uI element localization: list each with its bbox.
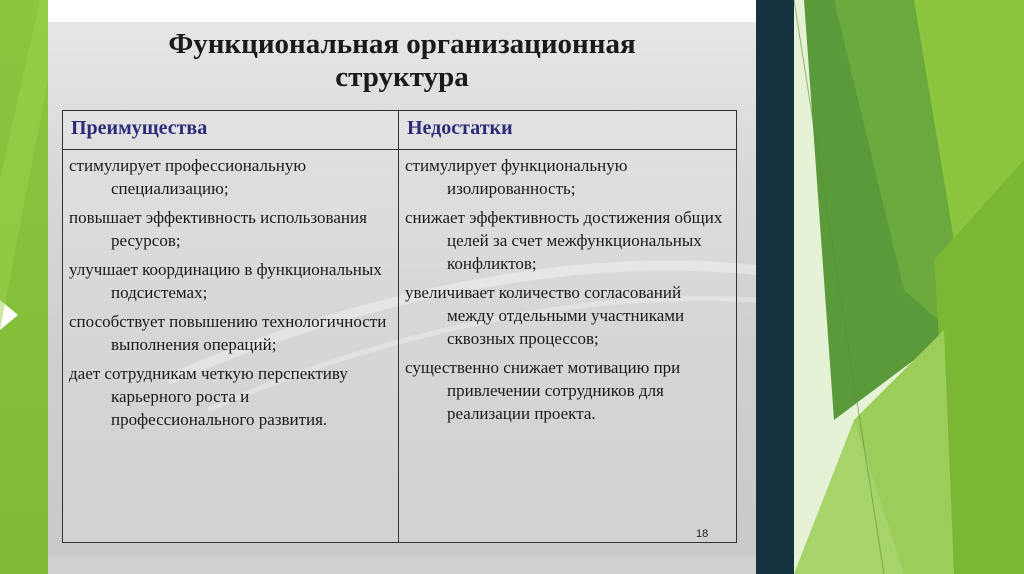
- table-header-row: [63, 111, 737, 150]
- header-disadvantages: Недостатки: [399, 111, 737, 150]
- right-geometric-decoration: [794, 0, 1024, 574]
- page-number: 18: [696, 528, 709, 540]
- advantage-item: стимулирует профессиональную специализацию;: [69, 156, 307, 198]
- disadvantage-item: снижает эффективность достижения общих целей за счет межфункциональных конфликтов;: [405, 208, 723, 273]
- disadvantage-item: увеличивает количество согласований между отдельными участниками сквозных процессов;: [405, 283, 685, 348]
- advantage-item: способствует повышению технологичности выполнения операций;: [69, 312, 387, 354]
- advantages-cell: [63, 150, 399, 543]
- comparison-table: [62, 110, 737, 543]
- disadvantage-item: стимулирует функциональную изолированность;: [405, 156, 628, 198]
- title-line-2: структура: [335, 61, 469, 93]
- advantage-item: повышает эффективность использования ресурсов;: [69, 208, 367, 250]
- advantage-item: улучшает координацию в функциональных подсистемах;: [69, 260, 382, 302]
- title-line-1: Функциональная организационная: [168, 28, 636, 60]
- disadvantages-cell: [399, 150, 737, 543]
- dark-divider-bar: [756, 0, 794, 574]
- slide-bottom-band: [48, 556, 756, 574]
- slide: [48, 0, 756, 574]
- table-row: [63, 150, 737, 543]
- advantage-item: дает сотрудникам четкую перспективу карьерного роста и профессионального развития.: [69, 364, 348, 429]
- slide-title: [48, 28, 756, 94]
- disadvantage-item: существенно снижает мотивацию при привлечении сотрудников для реализации проекта.: [405, 358, 681, 423]
- left-arrow-decoration: [0, 0, 48, 574]
- header-advantages: Преимущества: [63, 111, 399, 150]
